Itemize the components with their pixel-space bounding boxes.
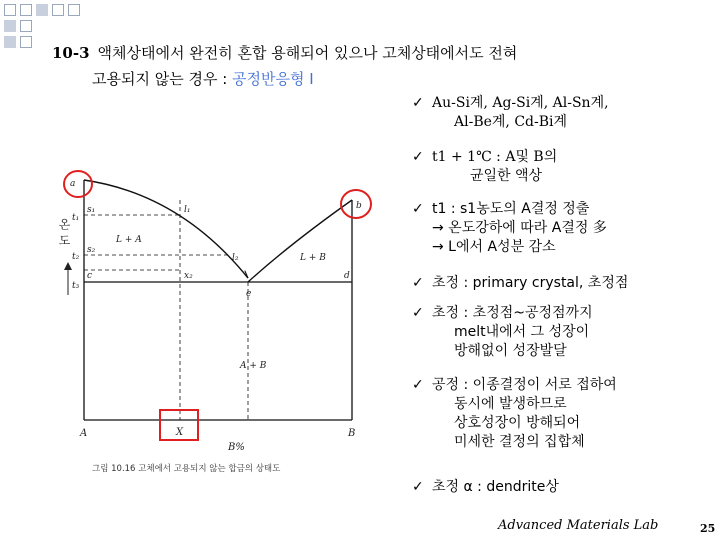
bullet-item xyxy=(412,274,628,293)
decor-square xyxy=(36,4,48,16)
footer-lab-name: Advanced Materials Lab xyxy=(498,518,659,533)
liquidus-right xyxy=(248,200,352,282)
label-d: d xyxy=(344,271,350,281)
highlight-circle-a xyxy=(64,171,92,197)
bullet-text: Al-Be계, Cd-Bi계 xyxy=(454,114,568,130)
label-t2: t₂ xyxy=(72,252,80,262)
label-s1: s₁ xyxy=(87,205,96,215)
bullet-text: → 온도강하에 따라 A결정 多 xyxy=(432,220,607,236)
check-icon: ✓ xyxy=(412,479,424,495)
bullet-item xyxy=(412,94,609,132)
section-number: 10-3 xyxy=(52,44,90,62)
check-icon: ✓ xyxy=(412,377,424,393)
axis-x-label: X xyxy=(176,427,184,438)
bullet-text: 방해없이 성장발달 xyxy=(454,343,567,359)
check-icon: ✓ xyxy=(412,149,424,165)
bullet-text: 균일한 액상 xyxy=(470,168,543,184)
decor-square xyxy=(4,4,16,16)
bullet-item xyxy=(412,304,593,361)
label-s2: s₂ xyxy=(87,245,96,255)
bullet-text: melt내에서 그 성장이 xyxy=(454,324,590,340)
bullet-text: 초정 : primary crystal, 초정점 xyxy=(432,275,629,291)
bullet-text: → L에서 A성분 감소 xyxy=(432,239,556,255)
liquidus-left xyxy=(84,180,248,278)
phase-diagram xyxy=(57,160,370,460)
axis-bpct-label: B% xyxy=(228,442,245,453)
decor-square xyxy=(20,36,32,48)
bullet-text: 초정 : 초정점~공정점까지 xyxy=(432,305,593,321)
label-l2: l₂ xyxy=(232,253,239,263)
region-l-plus-b: L + B xyxy=(300,253,326,263)
axis-b-label: B xyxy=(348,428,356,439)
bullet-item xyxy=(412,148,557,186)
bullet-text: 미세한 결정의 집합체 xyxy=(454,434,585,450)
label-b: b xyxy=(356,201,362,211)
check-icon: ✓ xyxy=(412,275,424,291)
slide-subtitle xyxy=(92,68,314,89)
label-t1: t₁ xyxy=(72,213,80,223)
bullet-text: 상호성장이 방해되어 xyxy=(454,415,581,431)
liquidus-left-tail xyxy=(210,228,248,282)
label-x2: x₂ xyxy=(184,271,193,281)
decor-square xyxy=(20,20,32,32)
bullet-item xyxy=(412,200,607,257)
decor-square xyxy=(68,4,80,16)
label-l1: l₁ xyxy=(184,205,191,215)
bullet-item xyxy=(412,478,559,497)
subtitle-highlight: 공정반응형 Ⅰ xyxy=(232,70,314,88)
decor-square xyxy=(20,4,32,16)
label-e: e xyxy=(246,289,252,299)
bullet-text: 공정 : 이종결정이 서로 접하여 xyxy=(432,377,617,393)
label-c: c xyxy=(87,271,93,281)
bullet-text: t1 : s1농도의 A결정 정출 xyxy=(432,201,590,217)
bullet-text: 동시에 발생하므로 xyxy=(454,396,567,412)
page-number: 25 xyxy=(700,522,716,535)
temp-axis-label: 온 도 xyxy=(57,218,71,246)
decor-square xyxy=(52,4,64,16)
title-line1: 액체상태에서 완전히 혼합 용해되어 있으나 고체상태에서도 전혀 xyxy=(97,44,518,62)
label-t3: t₃ xyxy=(72,281,80,291)
arrow-head-icon xyxy=(64,262,72,270)
check-icon: ✓ xyxy=(412,305,424,321)
axis-a-label: A xyxy=(80,428,88,439)
bullet-item xyxy=(412,376,617,452)
check-icon: ✓ xyxy=(412,201,424,217)
check-icon: ✓ xyxy=(412,95,424,111)
subtitle-prefix: 고용되지 않는 경우 : xyxy=(92,70,233,88)
bullet-text: t1 + 1℃ : A및 B의 xyxy=(432,149,558,165)
decor-square xyxy=(4,36,16,48)
bullet-text: 초정 α : dendrite상 xyxy=(432,479,559,495)
region-a-plus-b: A + B xyxy=(240,361,267,371)
slide-title xyxy=(52,42,517,64)
decor-square xyxy=(4,20,16,32)
label-a: a xyxy=(70,179,76,189)
bullet-text: Au-Si계, Ag-Si계, Al-Sn계, xyxy=(432,95,609,111)
region-l-plus-a: L + A xyxy=(116,235,142,245)
figure-caption: 그림 10.16 고체에서 고용되지 않는 합금의 상태도 xyxy=(92,464,281,474)
